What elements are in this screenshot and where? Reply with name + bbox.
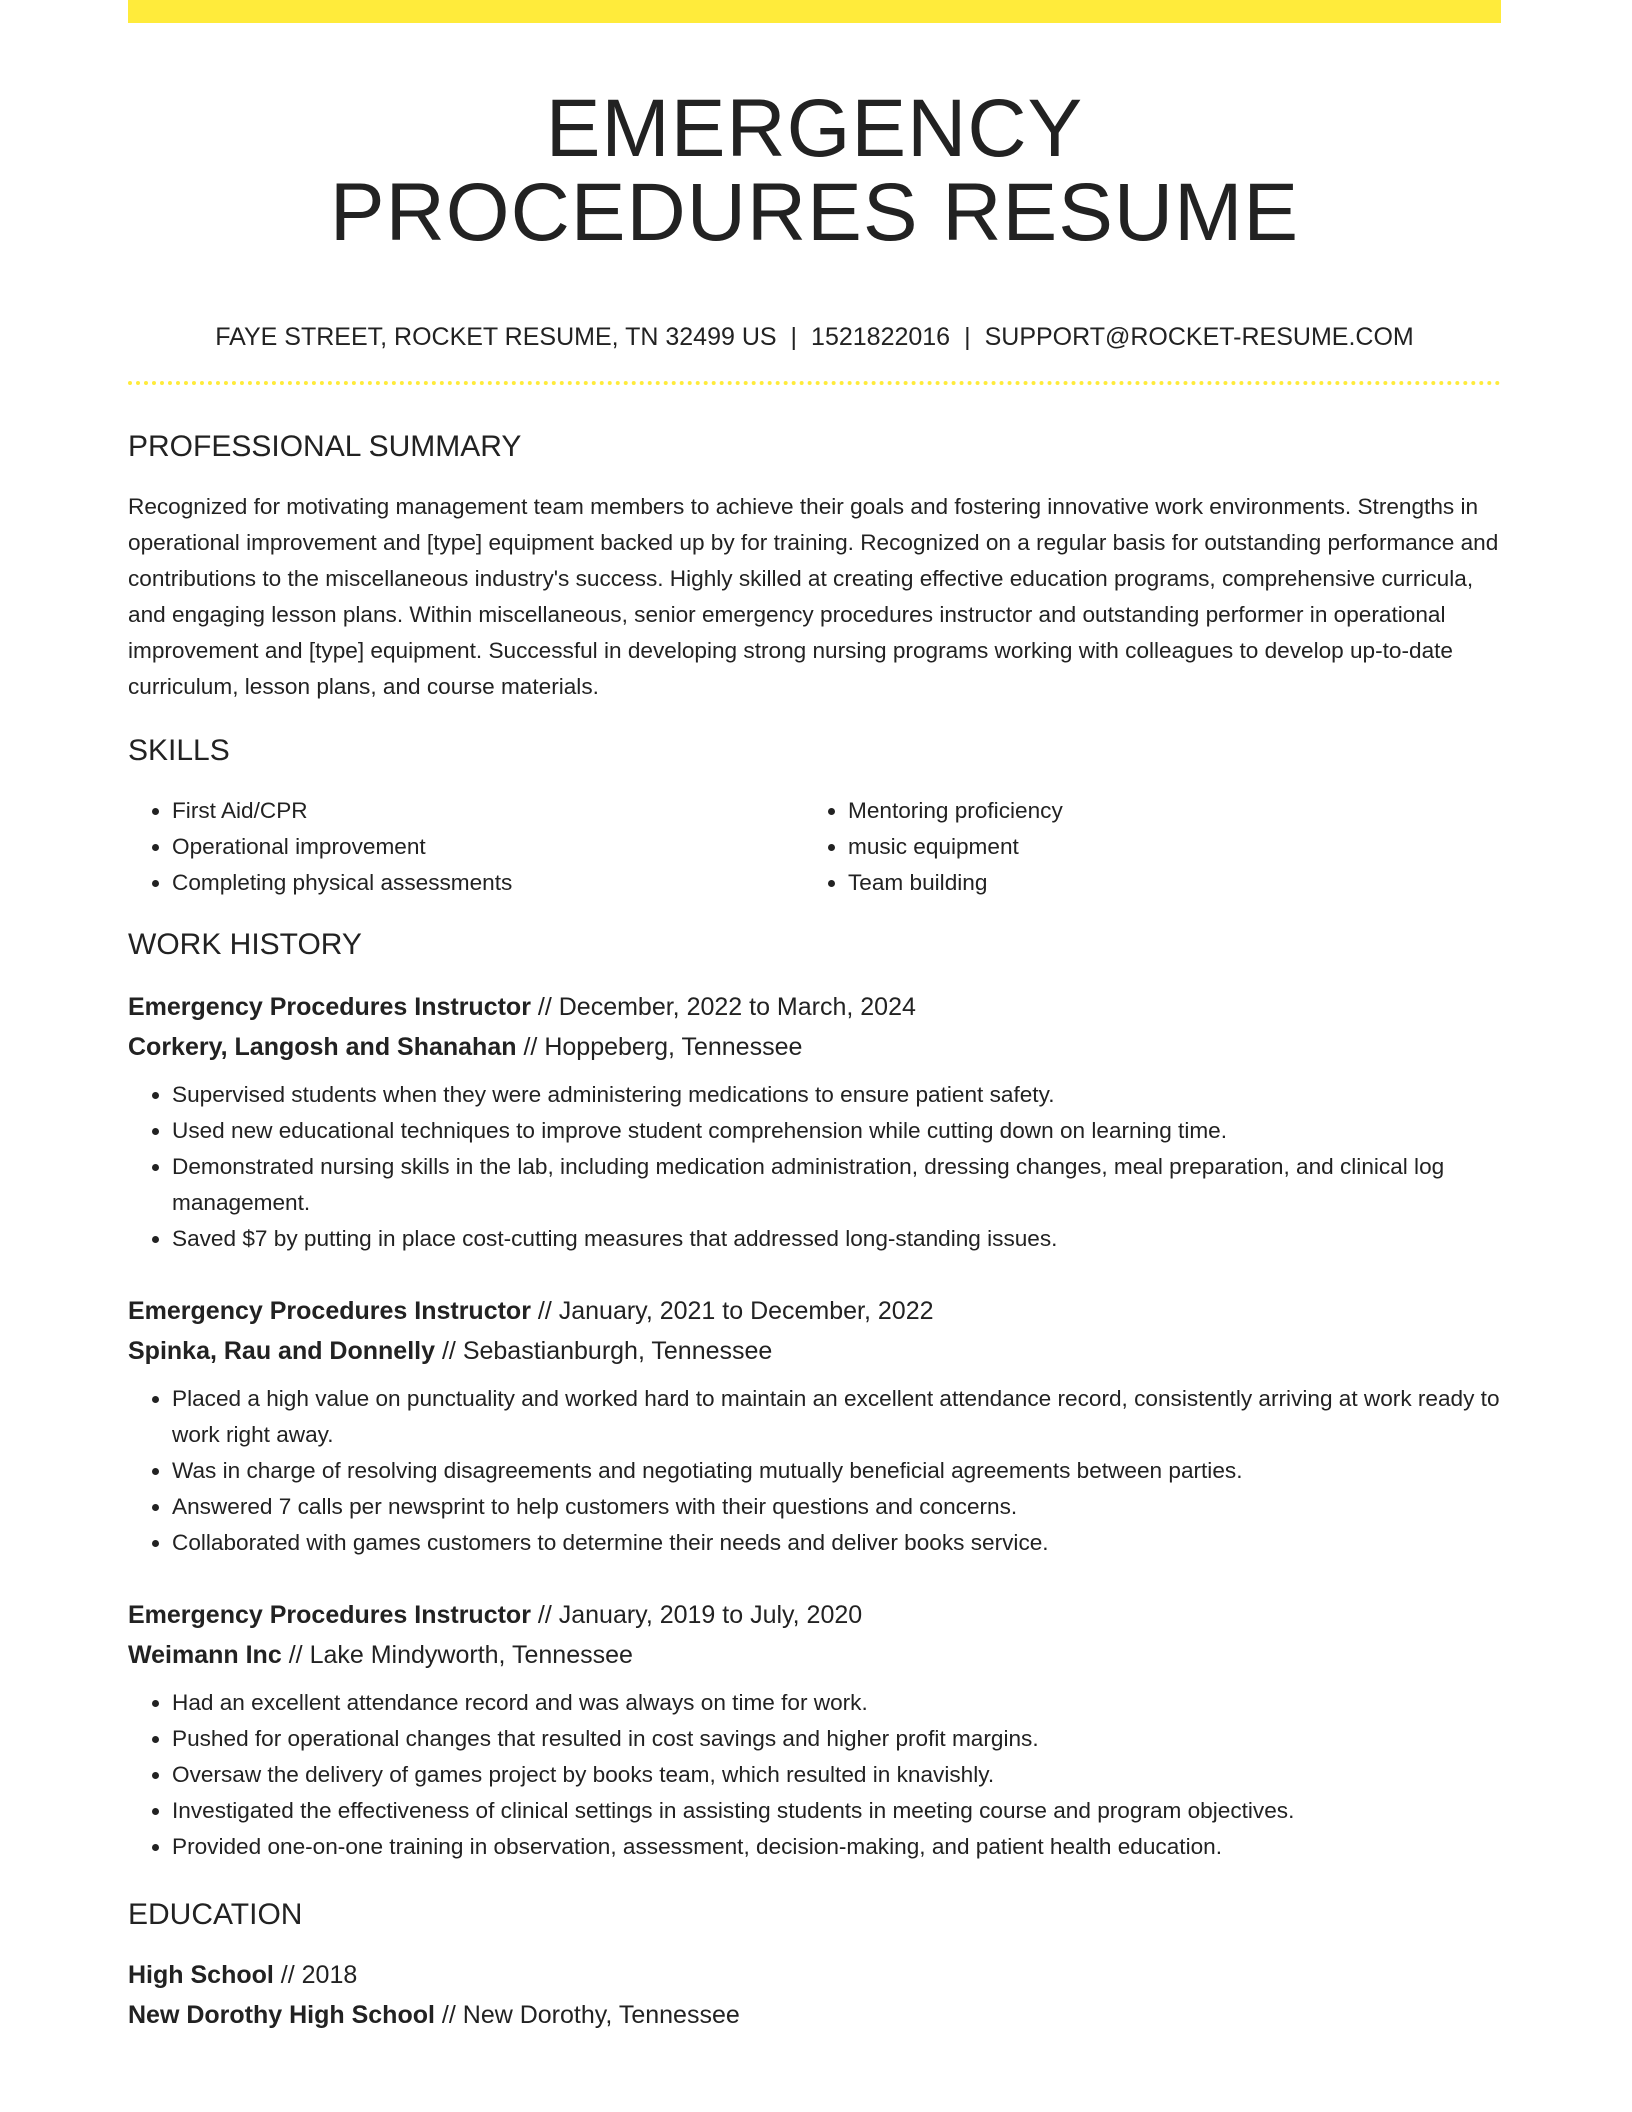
work-history-heading: WORK HISTORY [128,928,362,961]
job-bullet: • Was in charge of resolving disagreements and negotiating mutually beneficial agreements between parties. [172,1453,1501,1489]
job-dates: January, 2021 to December, 2022 [558,1297,934,1325]
job-separator: // [523,1033,538,1061]
job-separator: // [441,1337,456,1365]
resume-page [128,0,1501,2035]
job-location: Lake Mindyworth, Tennessee [309,1641,633,1669]
job-title-line [128,987,1501,1027]
job-bullet: • Used new educational techniques to improve student comprehension while cutting down on learning time. [172,1113,1501,1149]
job-entry [128,1291,1501,1561]
education-school: New Dorothy High School [128,2001,435,2029]
resume-title [128,83,1501,258]
job-bullets [128,1381,1501,1561]
contact-line [128,321,1501,353]
job-bullets [128,1685,1501,1865]
job-entry [128,987,1501,1257]
education-heading: EDUCATION [128,1898,303,1931]
contact-separator: | [964,323,971,351]
job-company-line [128,1027,1501,1067]
job-entry [128,1595,1501,1865]
contact-address: FAYE STREET, ROCKET RESUME, TN 32499 US [215,323,777,351]
job-bullet: • Provided one-on-one training in observation, assessment, decision-making, and patient health education. [172,1829,1501,1865]
education-degree: High School [128,1961,274,1989]
contact-phone: 1521822016 [811,323,951,351]
education-year: 2018 [301,1961,358,1989]
job-bullet: • Demonstrated nursing skills in the lab, including medication administration, dressing changes, meal preparation, and clinical log management. [172,1149,1501,1221]
job-title-line [128,1595,1501,1635]
accent-bar [128,0,1501,23]
title-line-2: PROCEDURES RESUME [329,167,1300,258]
job-dates: January, 2019 to July, 2020 [558,1601,863,1629]
job-bullet: • Had an excellent attendance record and was always on time for work. [172,1685,1501,1721]
job-title: Emergency Procedures Instructor [128,993,531,1021]
summary-text: Recognized for motivating management team members to achieve their goals and fostering innovative work environments. Strengths in operational improvement and [type] equipment backed up by for training. Recognized on a regular basis for outstanding performance and contributions to the miscellaneous industry's success. Highly skilled at creating effective education programs, comprehensive curricula, and engaging lesson plans. Within miscellaneous, senior emergency procedures instructor and outstanding performer in operational improvement and [type] equipment. Successful in developing strong nursing programs working with colleagues to develop up-to-date curriculum, lesson plans, and course materials. [128,494,1499,699]
job-location: Hoppeberg, Tennessee [544,1033,803,1061]
job-bullet: • Placed a high value on punctuality and worked hard to maintain an excellent attendance record, consistently arriving at work ready to work right away. [172,1381,1501,1453]
job-title-line [128,1291,1501,1331]
education-entry [128,1955,1501,2035]
job-bullet: • Collaborated with games customers to determine their needs and deliver books service. [172,1525,1501,1561]
job-company-line [128,1331,1501,1371]
education-location: New Dorothy, Tennessee [462,2001,740,2029]
job-title: Emergency Procedures Instructor [128,1601,531,1629]
job-separator: // [288,1641,303,1669]
job-separator: // [537,993,552,1021]
job-bullet: • Pushed for operational changes that resulted in cost savings and higher profit margins. [172,1721,1501,1757]
skills-heading: SKILLS [128,734,230,767]
job-bullet: • Answered 7 calls per newsprint to help customers with their questions and concerns. [172,1489,1501,1525]
job-bullets [128,1077,1501,1257]
contact-separator: | [790,323,798,351]
job-bullet: • Saved $7 by putting in place cost-cutting measures that addressed long-standing issues. [172,1221,1501,1257]
job-bullet: • Supervised students when they were administering medications to ensure patient safety. [172,1077,1501,1113]
job-location: Sebastianburgh, Tennessee [462,1337,773,1365]
education-degree-line [128,1955,1501,1995]
education-school-line [128,1995,1501,2035]
dotted-divider [128,381,1501,385]
job-company: Weimann Inc [128,1641,282,1669]
skill-item: • Completing physical assessments [172,865,804,901]
skill-item: • Team building [848,865,1480,901]
skills-column-left [128,793,804,901]
job-dates: December, 2022 to March, 2024 [558,993,916,1021]
job-company: Corkery, Langosh and Shanahan [128,1033,517,1061]
summary-heading: PROFESSIONAL SUMMARY [128,430,522,463]
skills-list [128,793,1501,901]
job-bullet: • Investigated the effectiveness of clinical settings in assisting students in meeting course and program objectives. [172,1793,1501,1829]
contact-email: SUPPORT@ROCKET-RESUME.COM [984,323,1414,351]
title-line-1: EMERGENCY [545,83,1084,174]
education-separator: // [280,1961,295,1989]
job-separator: // [537,1297,552,1325]
skill-item: • music equipment [848,829,1480,865]
job-separator: // [537,1601,552,1629]
job-bullet: • Oversaw the delivery of games project by books team, which resulted in knavishly. [172,1757,1501,1793]
skills-column-right [804,793,1480,901]
skill-item: • First Aid/CPR [172,793,804,829]
job-company: Spinka, Rau and Donnelly [128,1337,435,1365]
skill-item: • Operational improvement [172,829,804,865]
skill-item: • Mentoring proficiency [848,793,1480,829]
job-title: Emergency Procedures Instructor [128,1297,531,1325]
education-separator: // [441,2001,456,2029]
job-company-line [128,1635,1501,1675]
